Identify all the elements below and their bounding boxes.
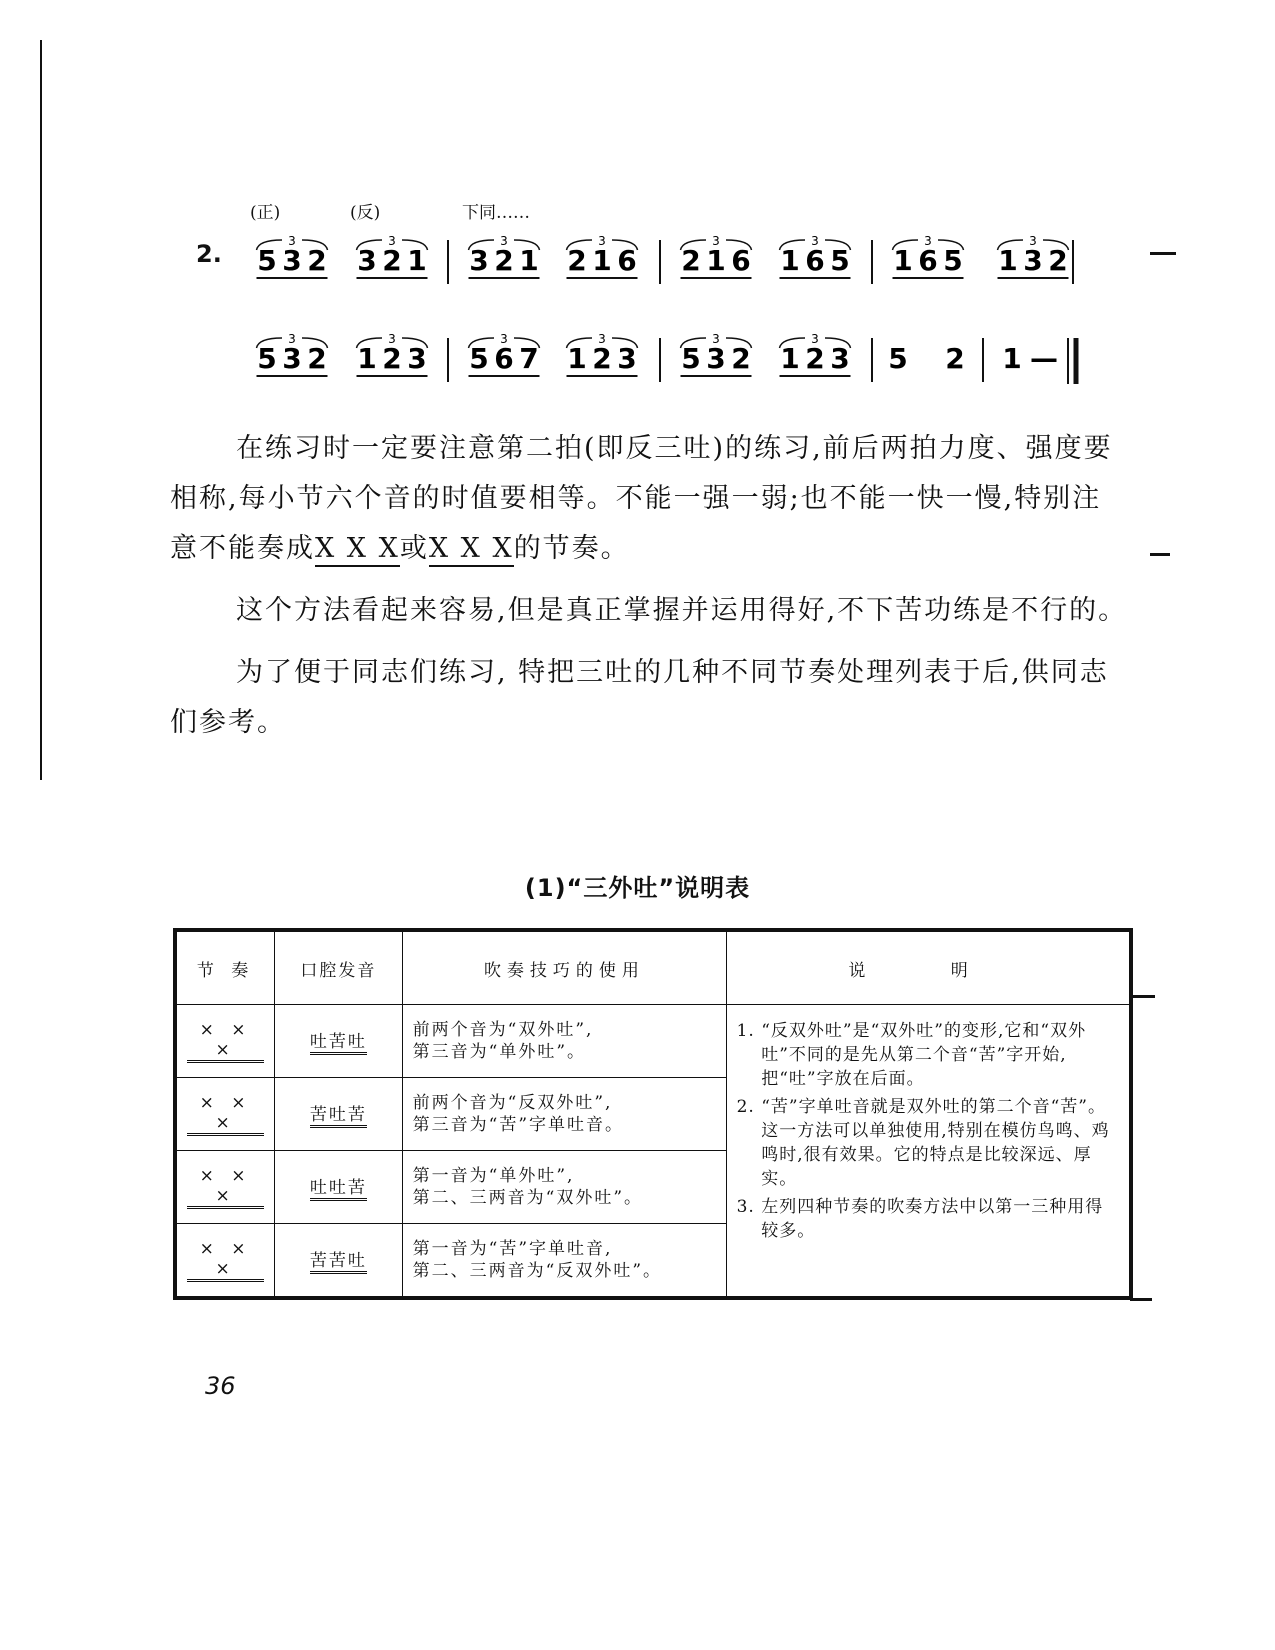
note-digit: 1 [893, 244, 913, 277]
body-text [170, 424, 1130, 748]
note-digit: 6 [617, 244, 637, 277]
annotation-reverse: (反) [350, 203, 381, 223]
note-digit: 5 [257, 244, 277, 277]
header-mouth: 口腔发音 [275, 930, 402, 1005]
note-digit: 3 [357, 244, 377, 277]
note-digit: 2 [494, 244, 514, 277]
note-digit: 3 [1023, 244, 1043, 277]
triplet-mark: 3 [1029, 234, 1037, 248]
note-digit: 5 [943, 244, 963, 277]
note-digit: 1 [780, 244, 800, 277]
explanation-item: 2. “苦”字单吐音就是双外吐的第二个音“苦”。这一方法可以单独使用,特别在模仿鸟鸣、鸡鸣时,很有效果。它的特点是比较深远、厚实。 [761, 1095, 1119, 1191]
mouth-cell: 苦苦吐 [275, 1224, 402, 1299]
paragraph: 为了便于同志们练习, 特把三吐的几种不同节奏处理列表于后,供同志们参考。 [170, 657, 1109, 738]
exercise-number: 2. [196, 240, 222, 268]
note-digit: 3 [617, 342, 637, 375]
note-digit: 1 [567, 342, 587, 375]
paragraph: 这个方法看起来容易,但是真正掌握并运用得好,不下苦功练是不行的。 [236, 595, 1128, 626]
note-digit: 7 [519, 342, 539, 375]
mouth-cell: 吐苦吐 [275, 1005, 402, 1078]
rhythm-pattern: X X X [315, 533, 400, 567]
note-digit: 1 [519, 244, 539, 277]
note-digit: 2 [731, 342, 751, 375]
note-digit: 6 [494, 342, 514, 375]
numbered-notation-score [0, 220, 1275, 400]
margin-dash [1133, 995, 1155, 998]
note-digit: 5 [257, 342, 277, 375]
note-digit: 5 [888, 342, 908, 375]
table-row [175, 1005, 1131, 1078]
rhythm-cell: × × × [175, 1005, 275, 1078]
technique-cell: 前两个音为“反双外吐”, 第三音为“苦”字单吐音。 [402, 1078, 727, 1151]
annotation-same-below: 下同…… [462, 203, 530, 223]
score-annotations [0, 198, 1275, 222]
note-digit: 6 [805, 244, 825, 277]
rhythm-cell: × × × [175, 1151, 275, 1224]
note-digit: — [1030, 342, 1058, 375]
left-margin-rule [40, 40, 42, 780]
technique-cell: 第一音为“苦”字单吐音, 第二、三两音为“反双外吐”。 [402, 1224, 727, 1299]
note-digit: 5 [681, 342, 701, 375]
triplet-mark: 3 [598, 234, 606, 248]
triplet-mark: 3 [388, 332, 396, 346]
note-digit: 2 [307, 244, 327, 277]
note-digit: 2 [945, 342, 965, 375]
mouth-cell: 吐吐苦 [275, 1151, 402, 1224]
triplet-mark: 3 [811, 234, 819, 248]
triplet-mark: 3 [924, 234, 932, 248]
table-title: (1)“三外吐”说明表 [524, 874, 751, 902]
margin-dash [1150, 553, 1170, 556]
note-digit: 3 [706, 342, 726, 375]
triplet-mark: 3 [388, 234, 396, 248]
triplet-mark: 3 [288, 234, 296, 248]
note-digit: 2 [681, 244, 701, 277]
header-explanation: 说 明 [727, 930, 1131, 1005]
paragraph: 在练习时一定要注意第二拍(即反三吐)的练习,前后两拍力度、强度要相称,每小节六个音的时值要相等。不能一强一弱;也不能一快一慢,特别注意不能奏成X X X或X X X的节奏。 [170, 424, 1130, 574]
note-digit: 3 [469, 244, 489, 277]
triple-tonguing-table [173, 928, 1133, 1300]
explanation-cell [727, 1005, 1131, 1299]
note-digit: 2 [592, 342, 612, 375]
rhythm-pattern: X X X [429, 533, 514, 567]
header-technique: 吹奏技巧的使用 [402, 930, 727, 1005]
triplet-mark: 3 [500, 234, 508, 248]
note-digit: 1 [998, 244, 1018, 277]
note-digit: 2 [805, 342, 825, 375]
triplet-mark: 3 [598, 332, 606, 346]
mouth-cell: 苦吐苦 [275, 1078, 402, 1151]
note-digit: 1 [592, 244, 612, 277]
annotation-forward: (正) [250, 203, 281, 223]
note-digit: 2 [382, 244, 402, 277]
technique-cell: 第一音为“单外吐”, 第二、三两音为“双外吐”。 [402, 1151, 727, 1224]
note-digit: 2 [567, 244, 587, 277]
margin-dash [1130, 1298, 1152, 1301]
page-number: 36 [205, 1372, 236, 1400]
note-digit: 6 [918, 244, 938, 277]
triplet-mark: 3 [712, 234, 720, 248]
triplet-mark: 3 [712, 332, 720, 346]
note-digit: 3 [282, 244, 302, 277]
rhythm-cell: × × × [175, 1224, 275, 1299]
note-digit: 1 [706, 244, 726, 277]
table-header-row [175, 930, 1131, 1005]
explanation-item: 3. 左列四种节奏的吹奏方法中以第一三种用得较多。 [761, 1195, 1119, 1243]
rhythm-cell: × × × [175, 1078, 275, 1151]
note-digit: 1 [357, 342, 377, 375]
explanation-item: 1. “反双外吐”是“双外吐”的变形,它和“双外吐”不同的是先从第二个音“苦”字开始,把“吐”字放在后面。 [761, 1019, 1119, 1091]
note-digit: 5 [830, 244, 850, 277]
note-digit: 3 [407, 342, 427, 375]
triplet-mark: 3 [811, 332, 819, 346]
triplet-mark: 3 [500, 332, 508, 346]
note-digit: 1 [780, 342, 800, 375]
note-digit: 3 [830, 342, 850, 375]
note-digit: 1 [407, 244, 427, 277]
technique-cell: 前两个音为“双外吐”, 第三音为“单外吐”。 [402, 1005, 727, 1078]
note-digit: 2 [307, 342, 327, 375]
header-rhythm: 节 奏 [175, 930, 275, 1005]
note-digit: 5 [469, 342, 489, 375]
triplet-mark: 3 [288, 332, 296, 346]
note-digit: 2 [1048, 244, 1068, 277]
note-digit: 1 [1002, 342, 1022, 375]
note-digit: 2 [382, 342, 402, 375]
note-digit: 3 [282, 342, 302, 375]
note-digit: 6 [731, 244, 751, 277]
